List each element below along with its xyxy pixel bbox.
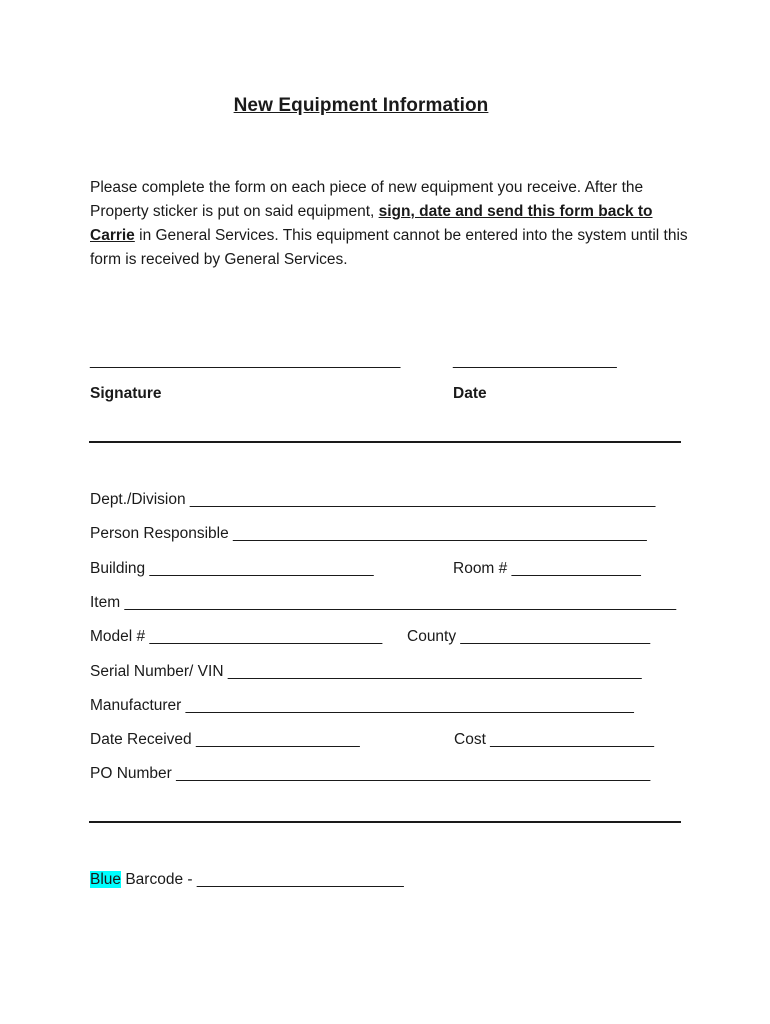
page-title: New Equipment Information [233,95,489,116]
section-divider-top [89,441,681,443]
date-line[interactable]: ___________________ [453,352,617,369]
serial-number-vin-field[interactable]: Serial Number/ VIN ________________________________________________ [90,663,642,680]
date-received-field[interactable]: Date Received ___________________ [90,731,360,748]
signature-label: Signature [90,385,162,402]
dept-division-field[interactable]: Dept./Division ______________________________________________________ [90,491,656,508]
date-label: Date [453,385,487,402]
instructions-paragraph [90,176,690,272]
item-field[interactable]: Item ________________________________________________________________ [90,594,677,611]
room-field[interactable]: Room # _______________ [453,560,641,577]
blue-barcode-field[interactable] [90,871,404,889]
county-field[interactable]: County ______________________ [407,628,651,645]
instructions-text-2: in General Services. This equipment cannot be entered into the system until this form is received by General Services. [90,227,688,268]
cost-field[interactable]: Cost ___________________ [454,731,654,748]
model-field[interactable]: Model # ___________________________ [90,628,383,645]
po-number-field[interactable]: PO Number _______________________________________________________ [90,765,651,782]
instructions-text-1: Please complete the form on each piece of new equipment you receive. After the Property sticker is put on said equipment, [90,179,644,220]
section-divider-bottom [89,821,681,823]
signature-line[interactable]: ____________________________________ [90,352,401,369]
person-responsible-field[interactable]: Person Responsible ________________________________________________ [90,525,647,542]
instructions-emphasis: sign, date and send this form back to Carrie [90,203,653,244]
building-field[interactable]: Building __________________________ [90,560,374,577]
manufacturer-field[interactable]: Manufacturer ____________________________________________________ [90,697,634,714]
blue-highlight: Blue [90,871,122,888]
barcode-label: Barcode - ________________________ [121,871,404,888]
